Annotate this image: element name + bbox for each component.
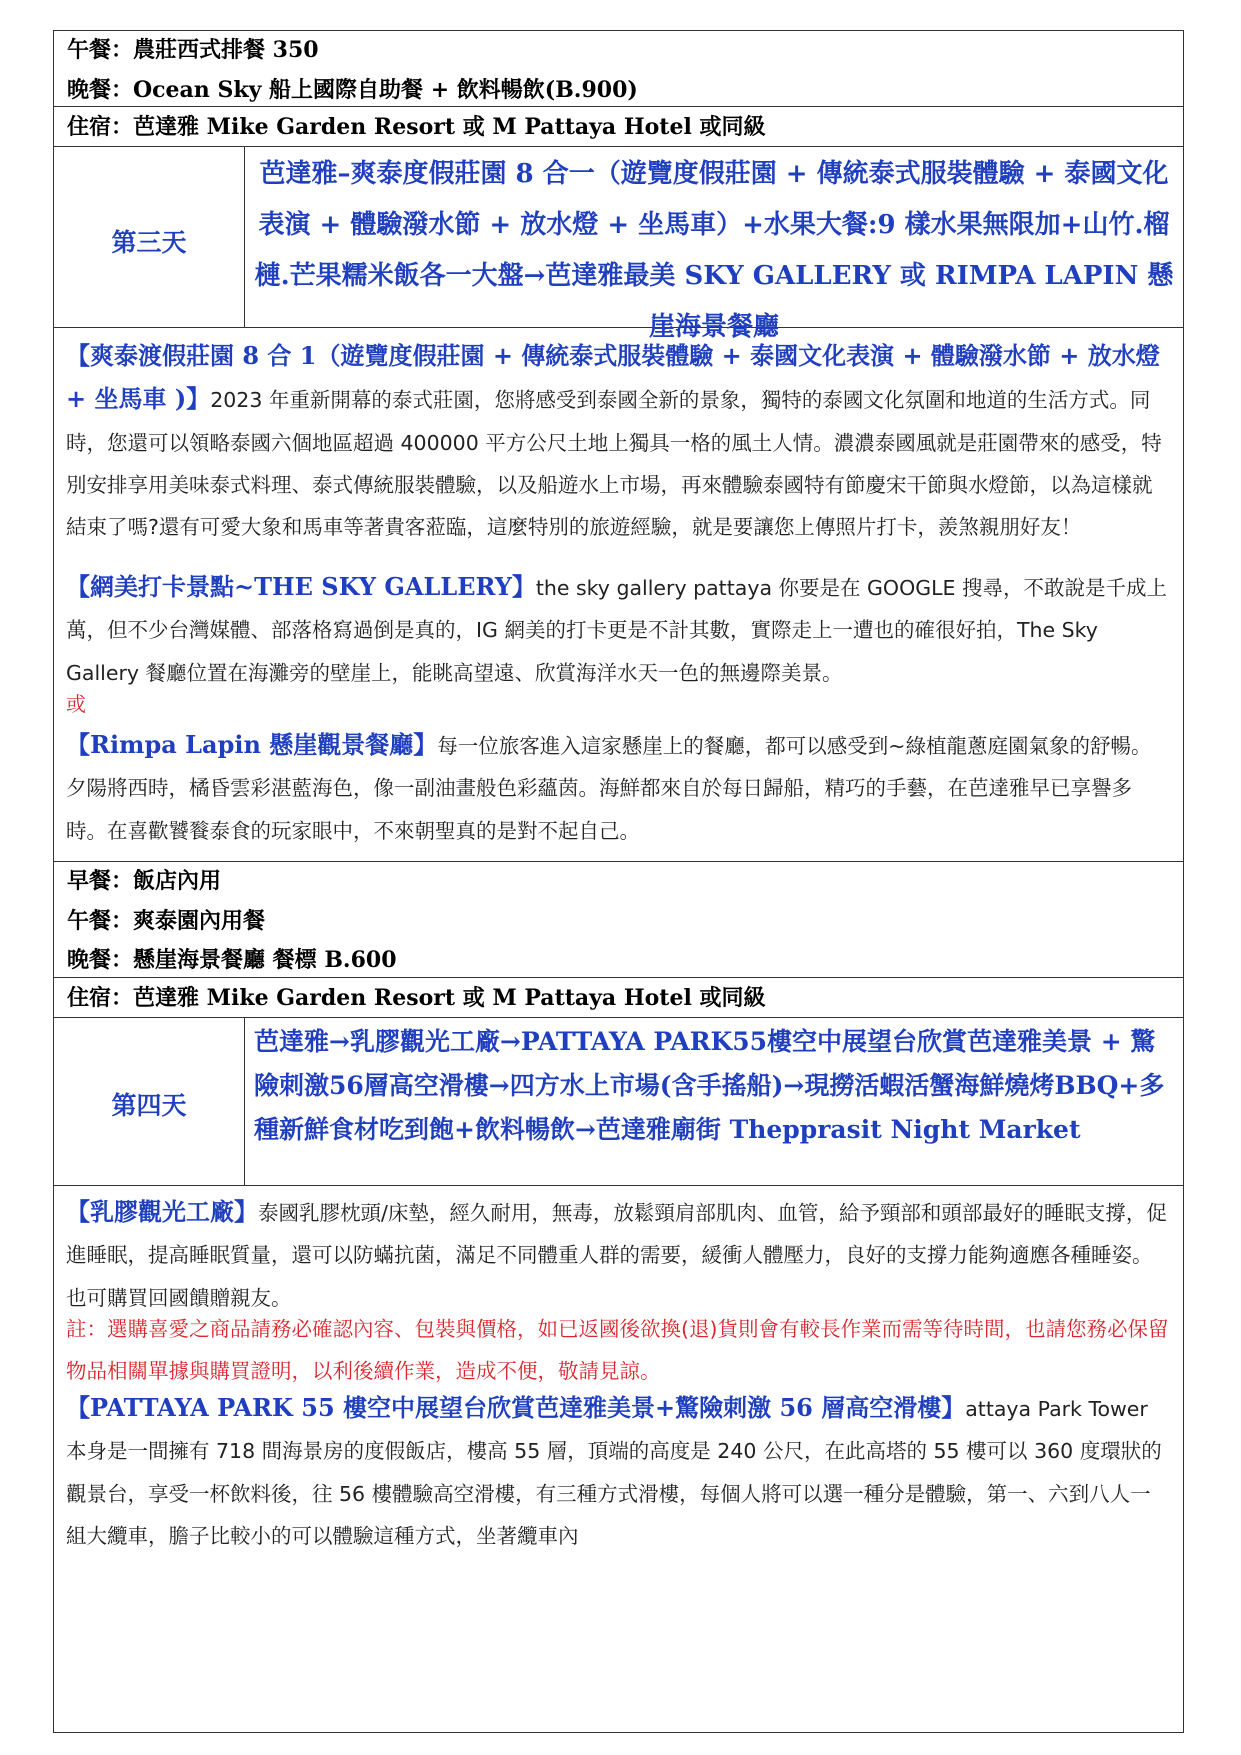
- day4-title: 芭達雅→乳膠觀光工廠→PATTAYA PARK55樓空中展望台欣賞芭達雅美景 + 驚險刺激56層高空滑樓→四方水上市場(含手搖船)→現撈活蝦活蟹海鮮燒烤BBQ+多種新鮮食材吃到飽+飲料暢飲→芭達雅廟街 Thepprasit Night Market: [254, 1027, 1165, 1144]
- day3-label: 第三天: [111, 228, 187, 257]
- column-divider: [244, 146, 245, 327]
- day3-dinner: 晚餐：懸崖海景餐廳 餐標 B.600: [67, 947, 397, 973]
- itinerary-table: [53, 30, 1184, 1733]
- day4-body: [66, 1387, 1171, 1557]
- day3-breakfast: 早餐：飯店內用: [67, 868, 222, 894]
- day4-label: 第四天: [111, 1091, 187, 1120]
- day3-body: [66, 566, 1171, 694]
- row-divider: [54, 146, 1183, 147]
- day2-lunch: 午餐：農莊西式排餐 350: [67, 37, 319, 63]
- row-divider: [54, 1017, 1183, 1018]
- day2-hotel: 住宿：芭達雅 Mike Garden Resort 或 M Pattaya Hotel 或同級: [67, 114, 766, 140]
- or-separator: 或: [66, 692, 86, 716]
- section-heading: 【爽泰渡假莊園 8 合 1（遊覽度假莊園 + 傳統泰式服裝體驗 + 泰國文化表演 + 體驗潑水節 + 放水燈 + 坐馬車 )】: [66, 341, 1160, 414]
- section-heading: 【乳膠觀光工廠】: [66, 1197, 258, 1226]
- row-divider: [54, 977, 1183, 978]
- day3-title: 芭達雅–爽泰度假莊園 8 合一（遊覽度假莊園 + 傳統泰式服裝體驗 + 泰國文化表演 + 體驗潑水節 + 放水燈 + 坐馬車）+水果大餐:9 樣水果無限加+山竹.榴槤.芒果糯米飯各一大盤→芭達雅最美 SKY GALLERY 或 RIMPA LAPIN 懸崖海景餐廳: [254, 159, 1174, 342]
- section-body: the sky gallery pattaya 你要是在 GOOGLE 搜尋，不敢說是千成上萬，但不少台灣媒體、部落格寫過倒是真的，IG 網美的打卡更是不計其數，實際走上一遭也的確很好拍，The Sky Gallery 餐廳位置在海灘旁的壁崖上，能眺高望遠、欣賞海洋水天一色的無邊際美景。: [66, 576, 1167, 685]
- row-divider: [54, 1185, 1183, 1186]
- day4-body: [66, 1191, 1171, 1319]
- column-divider: [244, 1017, 245, 1185]
- section-heading: 【Rimpa Lapin 懸崖觀景餐廳】: [66, 730, 438, 759]
- section-heading: 【網美打卡景點~THE SKY GALLERY】: [66, 572, 536, 601]
- section-heading: 【PATTAYA PARK 55 樓空中展望台欣賞芭達雅美景+驚險刺激 56 層高空滑樓】: [66, 1393, 966, 1422]
- section-body: 泰國乳膠枕頭/床墊，經久耐用，無毒，放鬆頸肩部肌肉、血管，給予頸部和頭部最好的睡眠支撐，促進睡眠，提高睡眠質量，還可以防蟎抗菌，滿足不同體重人群的需要，緩衝人體壓力，良好的支撐力能夠適應各種睡姿。也可購買回國饋贈親友。: [66, 1201, 1167, 1310]
- day3-hotel: 住宿：芭達雅 Mike Garden Resort 或 M Pattaya Hotel 或同級: [67, 985, 766, 1011]
- row-divider: [54, 106, 1183, 107]
- day3-lunch: 午餐：爽泰園內用餐: [67, 908, 266, 934]
- day3-body: [66, 724, 1171, 852]
- day2-dinner: 晚餐：Ocean Sky 船上國際自助餐 + 飲料暢飲(B.900): [67, 77, 638, 103]
- day3-body: [66, 335, 1171, 548]
- purchase-note: 註：選購喜愛之商品請務必確認內容、包裝與價格，如已返國後欲換(退)貨則會有較長作業而需等待時間，也請您務必保留物品相關單據與購買證明，以利後續作業，造成不便，敬請見諒。: [66, 1317, 1169, 1384]
- section-body: 每一位旅客進入這家懸崖上的餐廳，都可以感受到~綠植龍蔥庭園氣象的舒暢。夕陽將西時，橘昏雲彩湛藍海色，像一副油畫般色彩蘊茵。海鮮都來自於每日歸船，精巧的手藝，在芭達雅早已享譽多時。在喜歡饕餮泰食的玩家眼中，不來朝聖真的是對不起自己。: [66, 734, 1152, 843]
- section-body: 2023 年重新開幕的泰式莊園，您將感受到泰國全新的景象，獨特的泰國文化氛圍和地道的生活方式。同時，您還可以領略泰國六個地區超過 400000 平方公尺土地上獨具一格的風土人情。濃濃泰國風就是莊園帶來的感受，特別安排享用美味泰式料理、泰式傳統服裝體驗，以及船遊水上市場，再來體驗泰國特有節慶宋干節與水燈節，以為這樣就結束了嗎?還有可愛大象和馬車等著貴客蒞臨，這麼特別的旅遊經驗，就是要讓您上傳照片打卡，羨煞親朋好友！: [66, 388, 1162, 540]
- section-body: attaya Park Tower 本身是一間擁有 718 間海景房的度假飯店，樓高 55 層，頂端的高度是 240 公尺，在此高塔的 55 樓可以 360 度環狀的觀景台，享受一杯飲料後，往 56 樓體驗高空滑樓，有三種方式滑樓，每個人將可以選一種分是體驗，第一、六到八人一組大纜車，膽子比較小的可以體驗這種方式，坐著纜車內: [66, 1397, 1162, 1548]
- row-divider: [54, 861, 1183, 862]
